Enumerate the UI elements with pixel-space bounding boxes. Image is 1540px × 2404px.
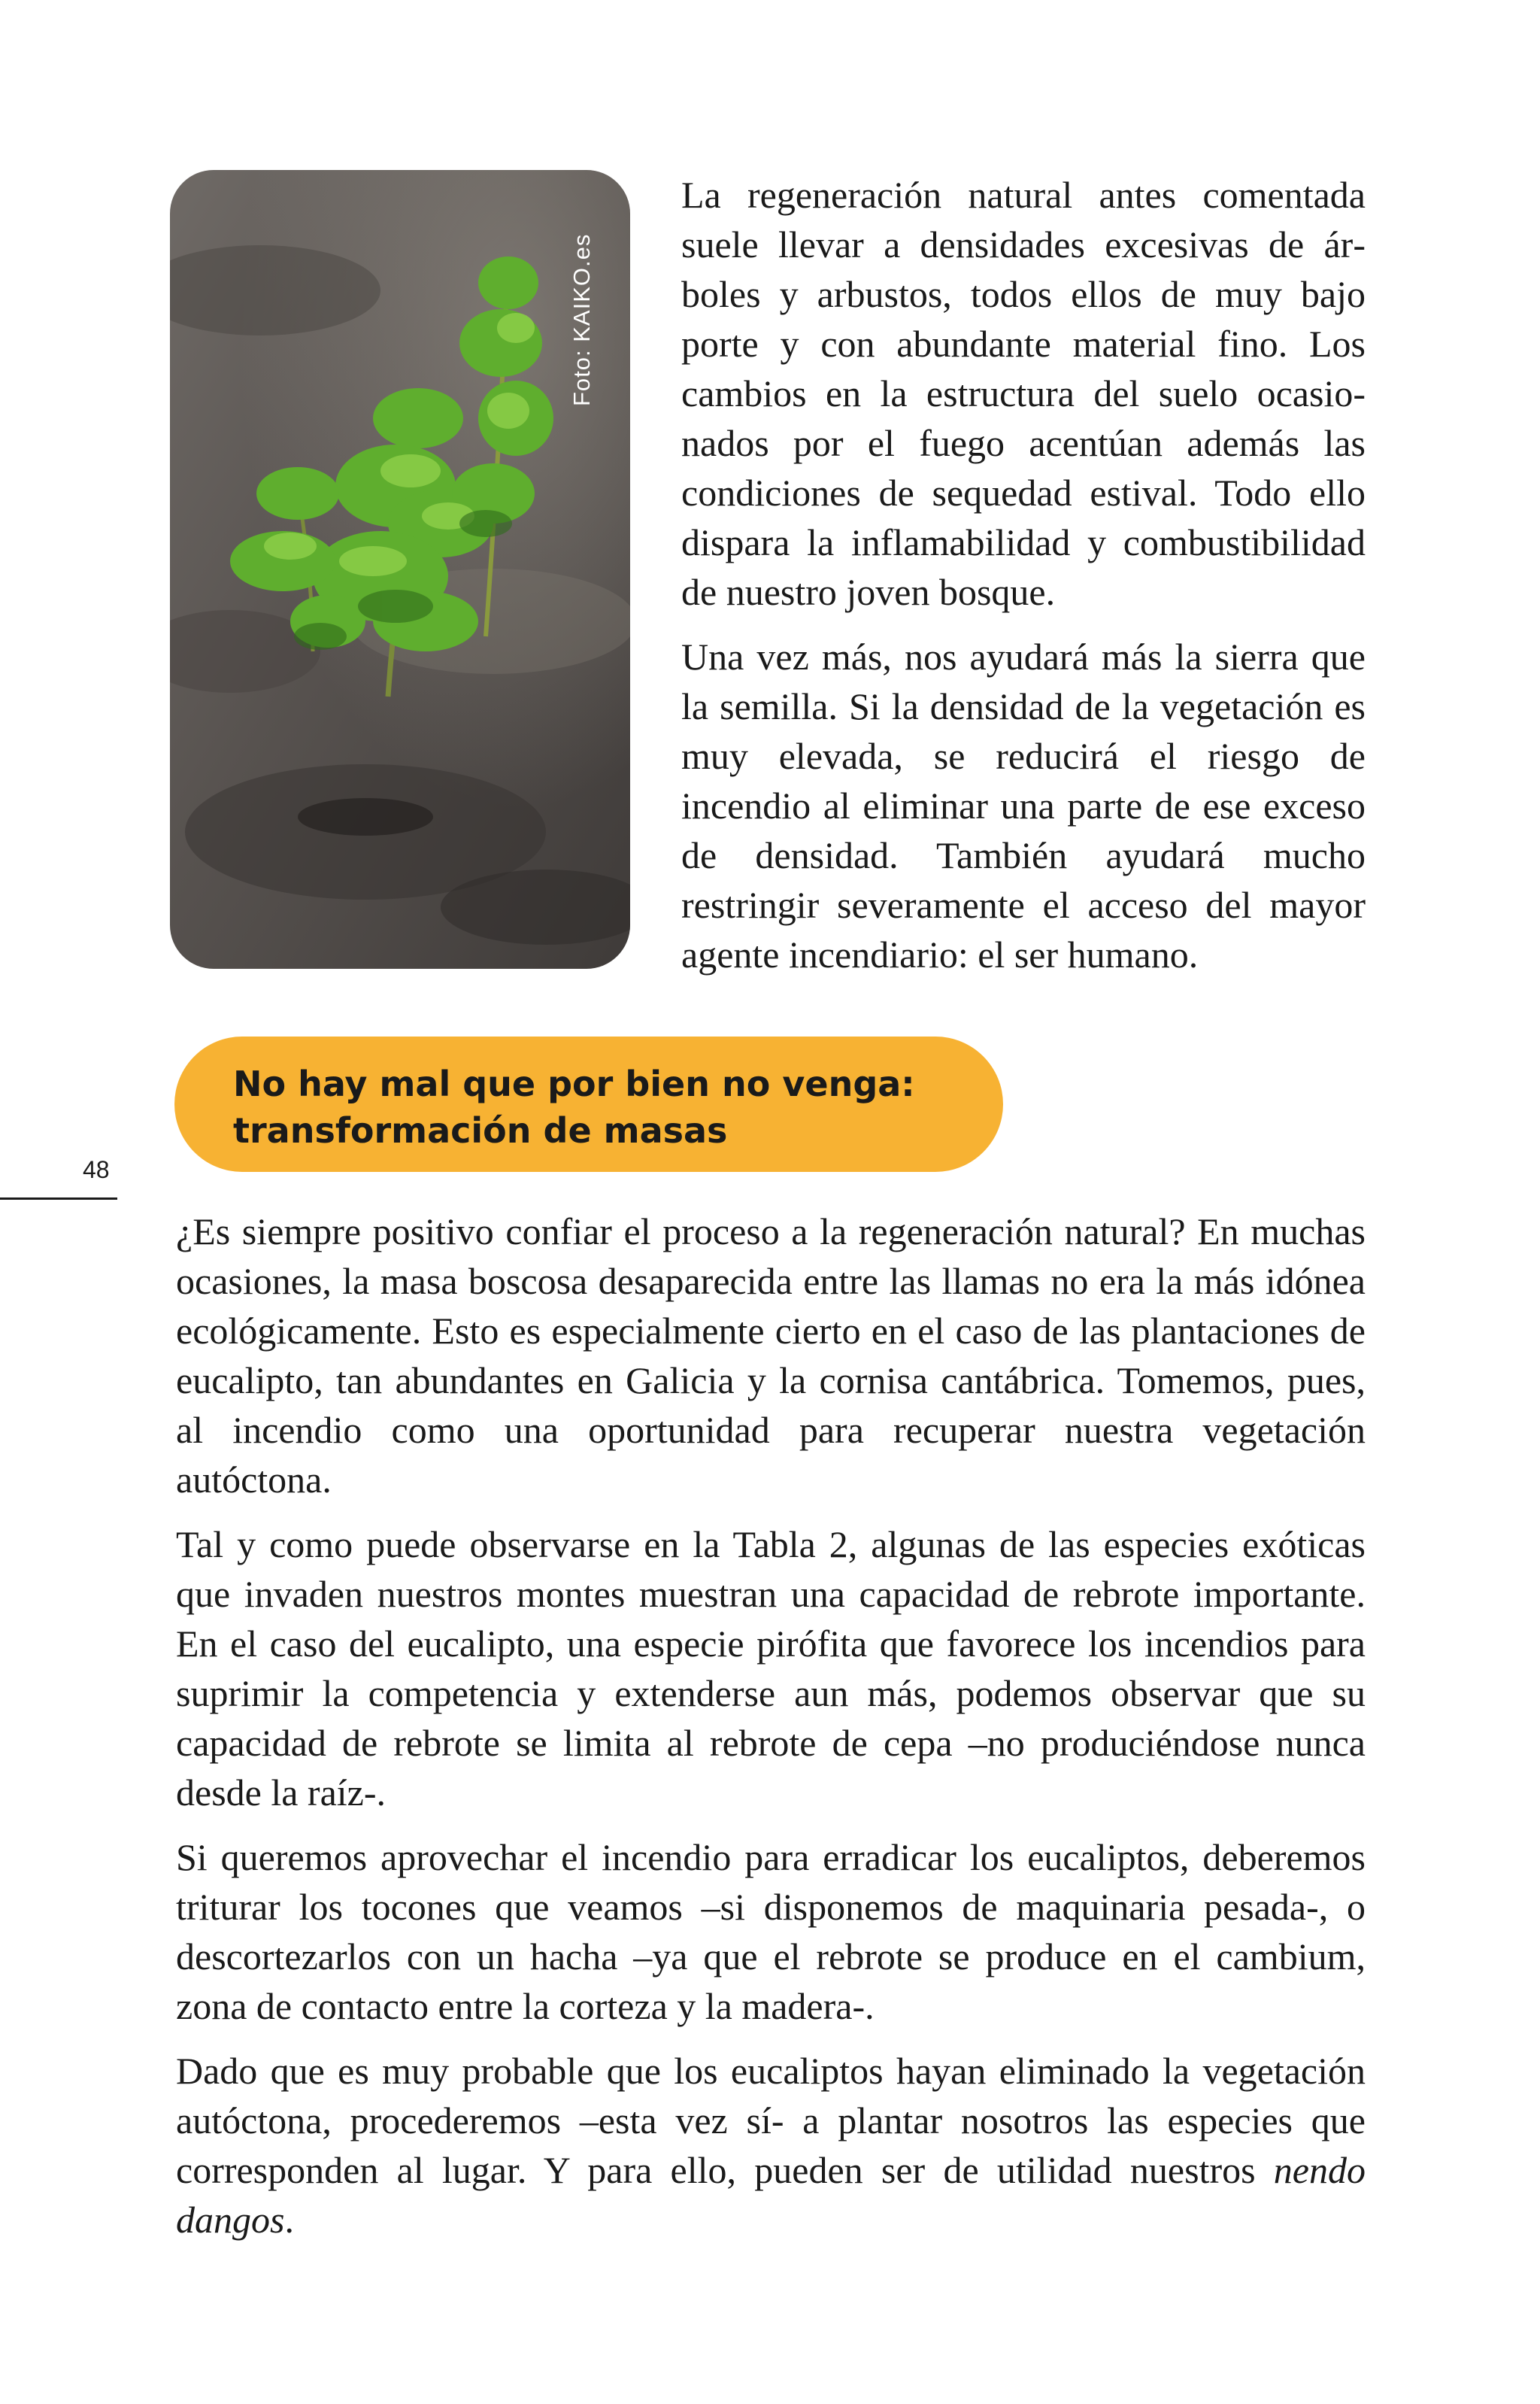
seedling-photo	[170, 170, 630, 969]
intro-column	[681, 170, 1366, 994]
body-paragraph: Si queremos aprovechar el incendio para erradicar los eucaliptos, deberemos triturar los tocones que veamos –si disponemos de maquinaria pesada-, o descortezarlos con un hacha –ya que el rebrote se produce en el cambium, zona de contacto entre la corteza y la madera-.	[176, 1836, 1366, 2027]
column-paragraph: La regeneración natural antes comentada suele llevar a densidades excesivas de árboles y arbustos, todos ellos de muy bajo porte y con abundante material fino. Los cambios en la estructura del suelo ocasionados por el fuego acentúan además las condiciones de sequedad estival. Todo ello dispara la inflamabilidad y combustibilidad de nuestro joven bosque.	[681, 174, 1366, 613]
page-number: 48	[83, 1156, 110, 1183]
italic-term: nendo dangos	[176, 2149, 1366, 2241]
body-paragraph: ¿Es siempre positivo confiar el proceso a la regeneración natural? En muchas ocasiones, la masa boscosa desaparecida entre las llamas no era la más idónea ecológicamente. Esto es especialmente cierto en el caso de las plantaciones de eucalipto, tan abundantes en Galicia y la cornisa cantábrica. Tomemos, pues, al incendio como una oportunidad para recuperar nuestra vegetación autóctona.	[176, 1210, 1366, 1501]
section-heading-box	[174, 1037, 1003, 1172]
photo-credit: Foto: KAIKO.es	[568, 233, 595, 406]
paragraph-end: .	[284, 2199, 294, 2241]
body-text	[176, 1207, 1366, 2260]
paragraph-text: Dado que es muy probable que los eucaliptos hayan eliminado la vegetación autóctona, procederemos –esta vez sí- a plantar nosotros las especies que corresponden al lugar. Y para ello, pueden ser de utilidad nuestros	[176, 2050, 1366, 2191]
body-paragraph: Tal y como puede observarse en la Tabla 2, algunas de las especies exóticas que invaden nuestros montes muestran una capacidad de rebrote importante. En el caso del eucalipto, una especie pirófita que favorece los incendios para suprimir la competencia y extenderse aun más, podemos observar que su capacidad de rebrote se limita al rebrote de cepa –no produciéndose nunca desde la raíz-.	[176, 1523, 1366, 1814]
body-paragraph-last	[176, 2046, 1366, 2245]
section-heading: No hay mal que por bien no venga: transformación de masas	[233, 1064, 915, 1151]
page-number-rule	[0, 1197, 117, 1200]
column-paragraph: Una vez más, nos ayudará más la sierra que la semilla. Si la densidad de la vegetación es muy elevada, se reducirá el riesgo de incendio al eliminar una parte de ese exceso de densidad. También ayudará mucho restringir severamente el acceso del mayor agente incendiario: el ser humano.	[681, 636, 1366, 976]
